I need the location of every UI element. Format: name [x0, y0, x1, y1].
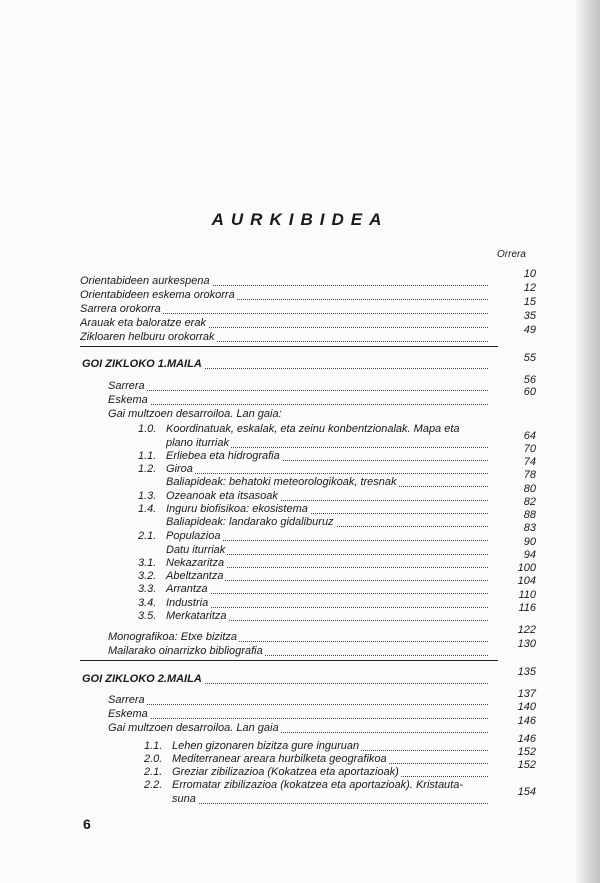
toc-page-number: 140 [517, 701, 536, 713]
toc-subentry[interactable]: Baliapideak: behatoki meteorologikoak, tresnak [166, 476, 488, 489]
page-column-header: Orrera [497, 249, 526, 260]
toc-page-number: 82 [523, 496, 536, 508]
toc-subentry[interactable]: 1.4. Inguru biofisikoa: ekosistema [138, 503, 488, 516]
toc-page-number: 122 [517, 624, 536, 636]
toc-subentry[interactable]: Baliapideak: landarako gidaliburuz [166, 516, 488, 529]
toc-page-number: 70 [523, 443, 536, 455]
toc-subentry[interactable]: plano iturriak [166, 437, 488, 450]
toc-page-number: 64 [523, 430, 536, 442]
toc-subentry[interactable]: 2.1. Greziar zibilizazioa (Kokatzea eta aportazioak) [144, 766, 488, 779]
toc-entry[interactable]: Gai multzoen desarroiloa. Lan gaia: [108, 408, 282, 420]
toc-page-number: 154 [517, 786, 536, 798]
toc-subentry[interactable]: 1.3. Ozeanoak eta itsasoak [138, 490, 488, 503]
toc-entry[interactable]: Mailarako oinarrizko bibliografia [108, 645, 488, 658]
toc-entry[interactable] [80, 331, 488, 344]
section-heading[interactable]: GOI ZIKLOKO 1.MAILA [82, 358, 488, 371]
toc-subentry[interactable]: 1.2. Giroa [138, 463, 488, 476]
toc-subentry[interactable]: 2.2. Erromatar zibilizazioa (kokatzea eta aportazioak). Kristauta- [144, 779, 464, 791]
toc-page-number: 88 [523, 509, 536, 521]
toc-page-number: 90 [523, 536, 536, 548]
toc-entry-label: Arauak eta baloratze erak [80, 317, 206, 329]
toc-page-number: 12 [523, 282, 536, 294]
toc-subentry[interactable]: 3.2. Abeltzantza [138, 570, 488, 583]
toc-entry[interactable] [80, 303, 488, 316]
toc-page-number: 110 [518, 589, 536, 601]
toc-subentry[interactable]: 3.1. Nekazaritza [138, 557, 488, 570]
toc-subentry[interactable]: Datu iturriak [166, 544, 488, 557]
toc-entry-label: Orientabideen eskema orokorra [80, 289, 235, 301]
toc-entry-label: Zikloaren helburu orokorrak [80, 331, 215, 343]
toc-subentry[interactable]: 1.1. Erliebea eta hidrografia [138, 450, 488, 463]
toc-page-number: 35 [523, 310, 536, 322]
toc-entry-label: Orientabideen aurkespena [80, 275, 210, 287]
toc-subentry[interactable]: 1.0. Koordinatuak, eskalak, eta zeinu konbentzionalak. Mapa eta [138, 423, 460, 435]
toc-page-number: 137 [517, 688, 536, 700]
page-title: AURKIBIDEA [211, 210, 389, 229]
toc-page-number: 152 [517, 759, 536, 771]
toc-page-number: 116 [518, 602, 536, 614]
toc-entry[interactable] [80, 275, 488, 288]
toc-entry-label: Sarrera orokorra [80, 303, 161, 315]
toc-entry[interactable] [80, 289, 488, 302]
toc-entry[interactable]: Sarrera [108, 694, 488, 707]
toc-page-number: 49 [523, 324, 536, 336]
toc-page-number: 100 [517, 562, 536, 574]
folio-page-number: 6 [83, 816, 91, 832]
toc-entry[interactable]: Gai multzoen desarroiloa. Lan gaia [108, 722, 488, 735]
toc-subentry[interactable]: 2.0. Mediterranear areara hurbilketa geografikoa [144, 753, 488, 766]
section-rule [80, 660, 498, 661]
section-page-number: 135 [517, 666, 536, 678]
toc-page-number: 74 [523, 456, 536, 468]
toc-page-number: 15 [523, 296, 536, 308]
section-heading[interactable]: GOI ZIKLOKO 2.MAILA [82, 673, 488, 686]
toc-entry[interactable]: Eskema [108, 394, 488, 407]
section-rule [80, 346, 498, 347]
toc-page-number: 104 [517, 575, 536, 587]
page-edge-shadow [574, 0, 600, 883]
toc-page-number: 83 [523, 522, 536, 534]
toc-subentry[interactable]: 3.3. Arrantza [138, 583, 488, 596]
toc-page-number: 146 [517, 733, 536, 745]
toc-page-number: 60 [523, 386, 536, 398]
toc-subentry[interactable]: 2.1. Populazioa [138, 530, 488, 543]
toc-entry[interactable]: Sarrera [108, 380, 488, 393]
toc-entry[interactable]: Eskema [108, 708, 488, 721]
toc-page-number: 152 [517, 746, 536, 758]
section-page-number: 55 [523, 352, 536, 364]
toc-entry[interactable]: Monografikoa: Etxe bizitza [108, 631, 488, 644]
toc-subentry[interactable]: 1.1. Lehen gizonaren bizitza gure inguruan [144, 740, 488, 753]
toc-page-number: 94 [523, 549, 536, 561]
toc-entry[interactable] [80, 317, 488, 330]
toc-page-number: 10 [523, 268, 536, 280]
toc-page-number: 80 [523, 483, 536, 495]
toc-page-number: 146 [517, 715, 536, 727]
toc-subentry[interactable]: suna [172, 793, 488, 806]
toc-page-number: 130 [517, 638, 536, 650]
toc-subentry[interactable]: 3.5. Merkataritza [138, 610, 488, 623]
toc-subentry[interactable]: 3.4. Industria [138, 597, 488, 610]
toc-page-number: 78 [523, 469, 536, 481]
toc-page-number: 56 [523, 374, 536, 386]
